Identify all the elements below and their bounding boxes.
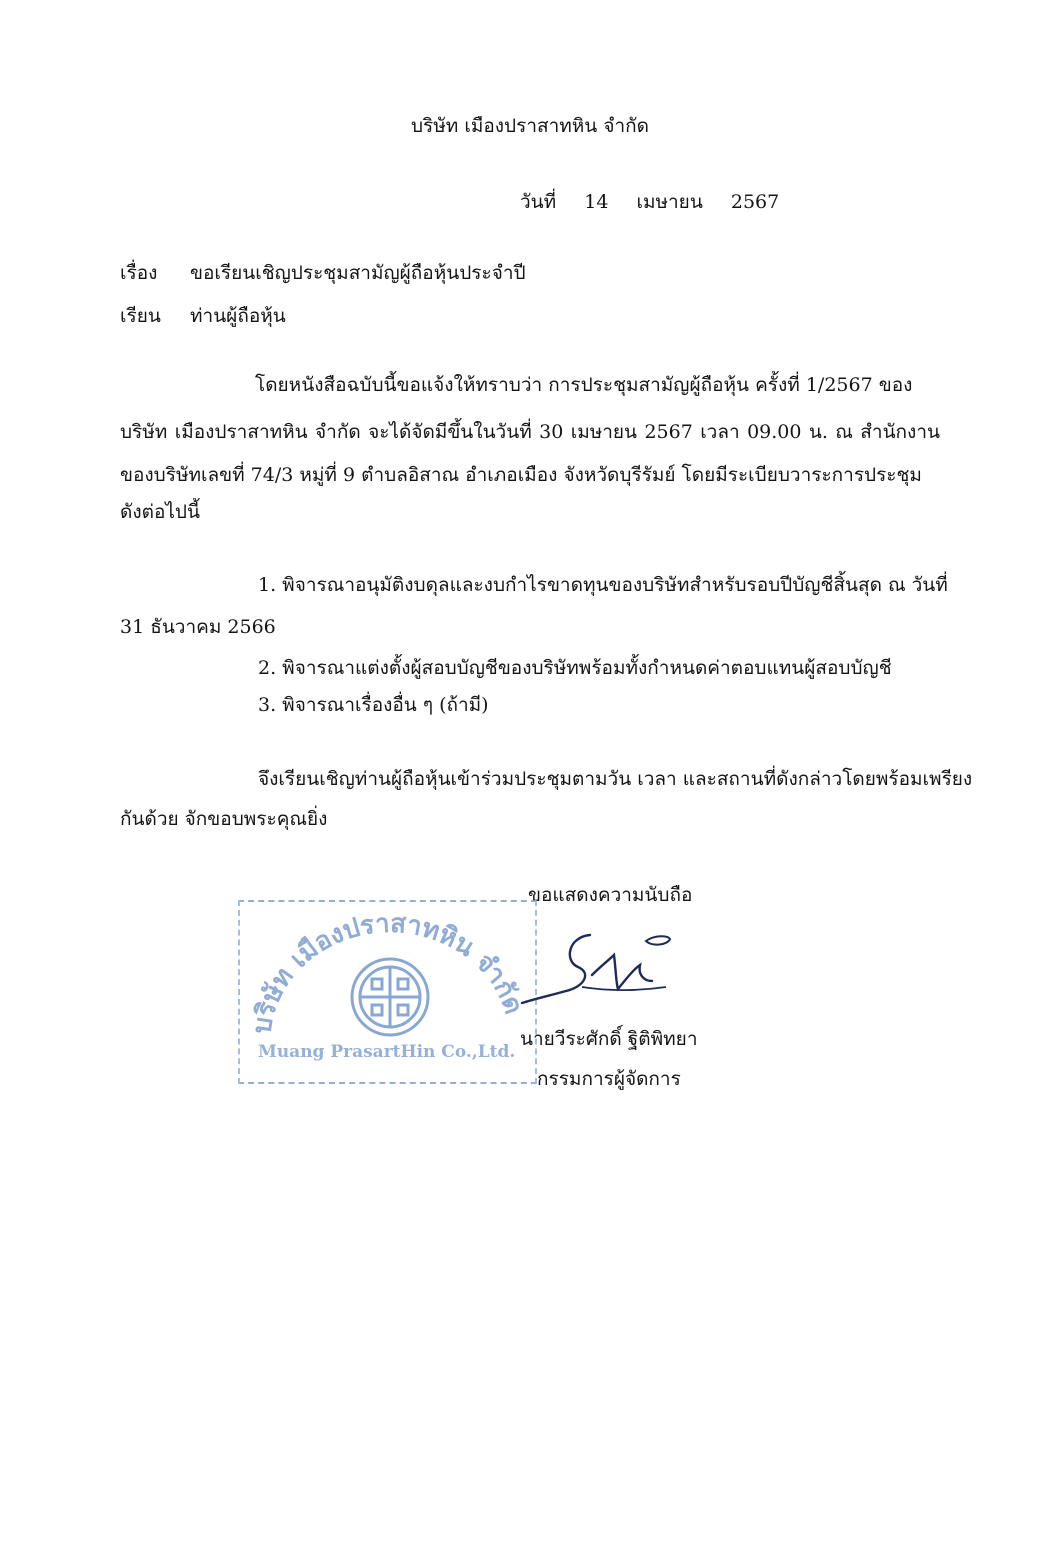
recipient-label: เรียน	[120, 305, 161, 327]
date-month: เมษายน	[636, 191, 703, 213]
signer-title: กรรมการผู้จัดการ	[537, 1068, 681, 1090]
regards-text: ขอแสดงความนับถือ	[528, 884, 693, 906]
svg-text:บริษัท เมืองปราสาทหิน จำกัด	[247, 909, 528, 1036]
company-name: บริษัท เมืองปราสาทหิน จำกัด	[411, 115, 649, 137]
company-stamp	[238, 900, 537, 1084]
recipient-text: ท่านผู้ถือหุ้น	[190, 305, 286, 327]
stamp-thai-text: บริษัท เมืองปราสาทหิน จำกัด	[247, 908, 529, 1036]
date-day: 14	[584, 191, 609, 213]
signature-graphic	[518, 925, 678, 1015]
stamp-english-text: Muang PrasartHin Co.,Ltd.	[258, 1042, 516, 1062]
agenda-item-1-line-1: 1. พิจารณาอนุมัติงบดุลและงบกำไรขาดทุนของบริษัทสำหรับรอบปีบัญชีสิ้นสุด ณ วันที่	[258, 574, 948, 596]
subject-label: เรื่อง	[120, 262, 158, 284]
intro-line-3: ของบริษัทเลขที่ 74/3 หมู่ที่ 9 ตำบลอิสาณ อำเภอเมือง จังหวัดบุรีรัมย์ โดยมีระเบียบวาระการประชุม	[120, 464, 922, 486]
agenda-item-1-line-2: 31 ธันวาคม 2566	[120, 616, 276, 638]
closing-line-2: กันด้วย จักขอบพระคุณยิ่ง	[120, 808, 328, 830]
agenda-item-2: 2. พิจารณาแต่งตั้งผู้สอบบัญชีของบริษัทพร้อมทั้งกำหนดค่าตอบแทนผู้สอบบัญชี	[258, 657, 892, 679]
subject-text: ขอเรียนเชิญประชุมสามัญผู้ถือหุ้นประจำปี	[190, 262, 526, 284]
date-year: 2567	[730, 191, 780, 213]
stamp-emblem-icon	[352, 959, 428, 1035]
letter-date	[520, 189, 801, 215]
intro-line-4: ดังต่อไปนี้	[120, 501, 200, 523]
date-label: วันที่	[520, 191, 557, 213]
stamp-graphic	[240, 902, 535, 1082]
intro-line-2: บริษัท เมืองปราสาทหิน จำกัด จะได้จัดมีขึ้นในวันที่ 30 เมษายน 2567 เวลา 09.00 น. ณ สำนักงาน	[120, 421, 940, 443]
intro-line-1: โดยหนังสือฉบับนี้ขอแจ้งให้ทราบว่า การประชุมสามัญผู้ถือหุ้น ครั้งที่ 1/2567 ของ	[255, 374, 913, 396]
agenda-item-3: 3. พิจารณาเรื่องอื่น ๆ (ถ้ามี)	[258, 694, 489, 716]
signer-name: นายวีระศักดิ์ ฐิติพิทยา	[520, 1028, 698, 1050]
closing-line-1: จึงเรียนเชิญท่านผู้ถือหุ้นเข้าร่วมประชุมตามวัน เวลา และสถานที่ดังกล่าวโดยพร้อมเพรียง	[258, 768, 973, 790]
